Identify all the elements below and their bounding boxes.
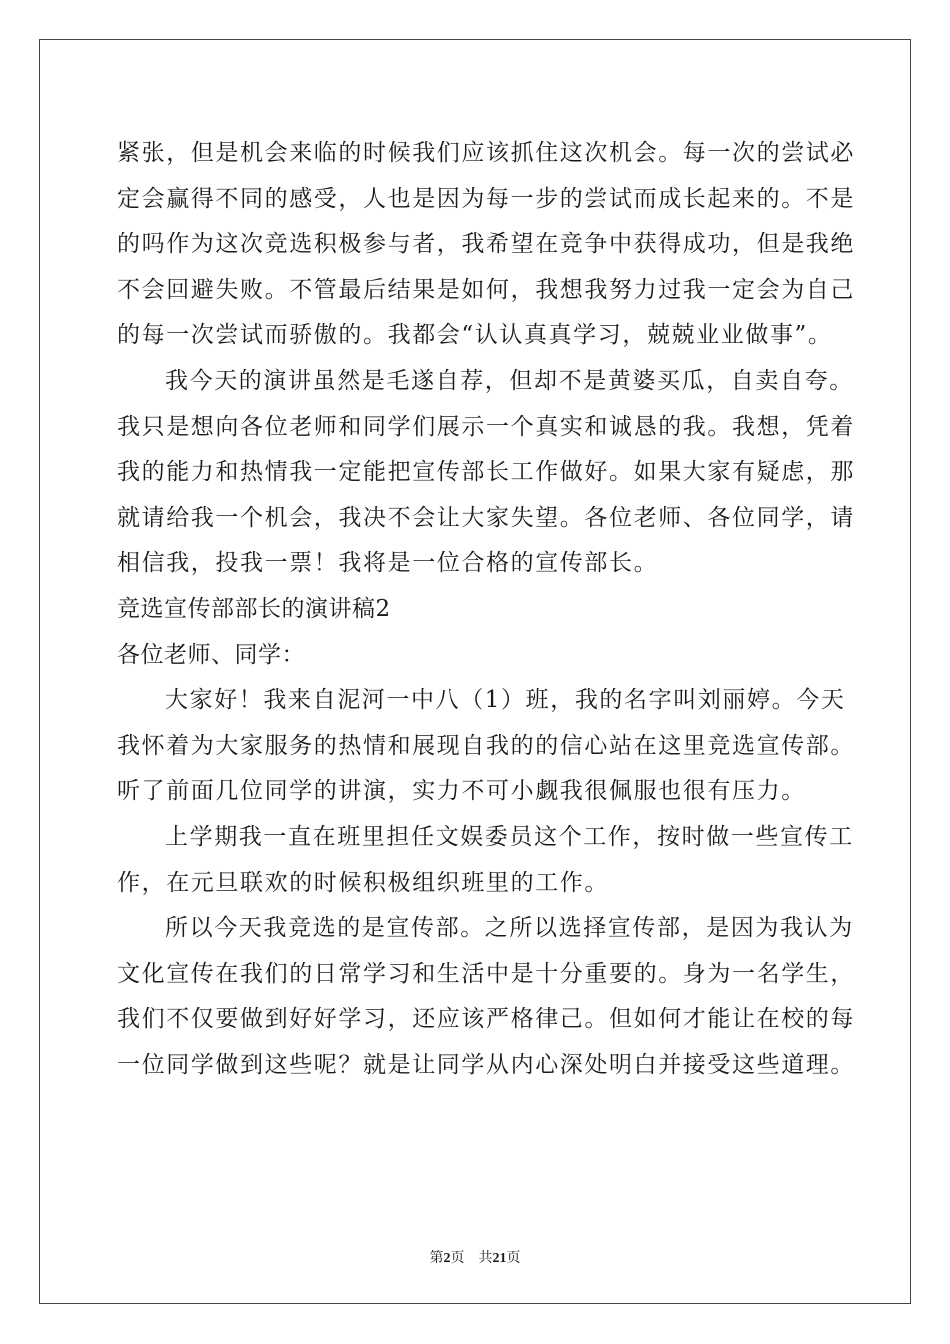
text-line: 的吗作为这次竞选积极参与者，我希望在竞争中获得成功，但是我绝 bbox=[117, 231, 855, 258]
text-line: 听了前面几位同学的讲演，实力不可小觑我很佩服也很有压力。 bbox=[117, 778, 806, 805]
text-line: 我们不仅要做到好好学习，还应该严格律己。但如何才能让在校的每 bbox=[117, 1006, 855, 1033]
text-line: 我只是想向各位老师和同学们展示一个真实和诚恳的我。我想，凭着 bbox=[117, 413, 855, 440]
text-line: 就请给我一个机会，我决不会让大家失望。各位老师、各位同学，请 bbox=[117, 504, 855, 531]
total-prefix: 共 bbox=[478, 1250, 493, 1266]
page-prefix: 第 bbox=[429, 1250, 444, 1266]
text-line: 紧张，但是机会来临的时候我们应该抓住这次机会。每一次的尝试必 bbox=[117, 140, 855, 166]
text-line: 各位老师、同学： bbox=[117, 641, 305, 668]
text-line: 大家好！我来自泥河一中八（1）班，我的名字叫刘丽婷。今天 bbox=[165, 687, 846, 714]
page-number: 2 bbox=[443, 1251, 451, 1266]
text-line: 不会回避失败。不管最后结果是如何，我想我努力过我一定会为自己 bbox=[117, 276, 855, 303]
page-footer bbox=[0, 1247, 950, 1267]
text-line: 我今天的演讲虽然是毛遂自荐，但却不是黄婆买瓜，自卖自夸。 bbox=[165, 367, 854, 394]
text-line: 定会赢得不同的感受，人也是因为每一步的尝试而成长起来的。不是 bbox=[117, 185, 855, 212]
total-pages: 21 bbox=[492, 1251, 507, 1266]
text-line: 竞选宣传部部长的演讲稿2 bbox=[117, 595, 391, 622]
document-body bbox=[117, 131, 855, 1088]
text-line: 我的能力和热情我一定能把宣传部长工作做好。如果大家有疑虑，那 bbox=[117, 459, 855, 486]
text-line: 所以今天我竞选的是宣传部。之所以选择宣传部，是因为我认为 bbox=[165, 915, 854, 942]
text-line: 我怀着为大家服务的热情和展现自我的的信心站在这里竞选宣传部。 bbox=[117, 732, 855, 759]
text-line: 上学期我一直在班里担任文娱委员这个工作，按时做一些宣传工 bbox=[165, 823, 854, 850]
text-line: 作，在元旦联欢的时候积极组织班里的工作。 bbox=[117, 869, 609, 896]
text-line: 一位同学做到这些呢？就是让同学从内心深处明白并接受这些道理。 bbox=[117, 1051, 855, 1078]
text-line: 的每一次尝试而骄傲的。我都会“认认真真学习，兢兢业业做事”。 bbox=[117, 322, 833, 349]
total-suffix: 页 bbox=[506, 1250, 521, 1266]
page-suffix: 页 bbox=[450, 1250, 465, 1266]
text-line: 文化宣传在我们的日常学习和生活中是十分重要的。身为一名学生， bbox=[117, 960, 855, 987]
text-line: 相信我，投我一票！我将是一位合格的宣传部长。 bbox=[117, 550, 659, 577]
